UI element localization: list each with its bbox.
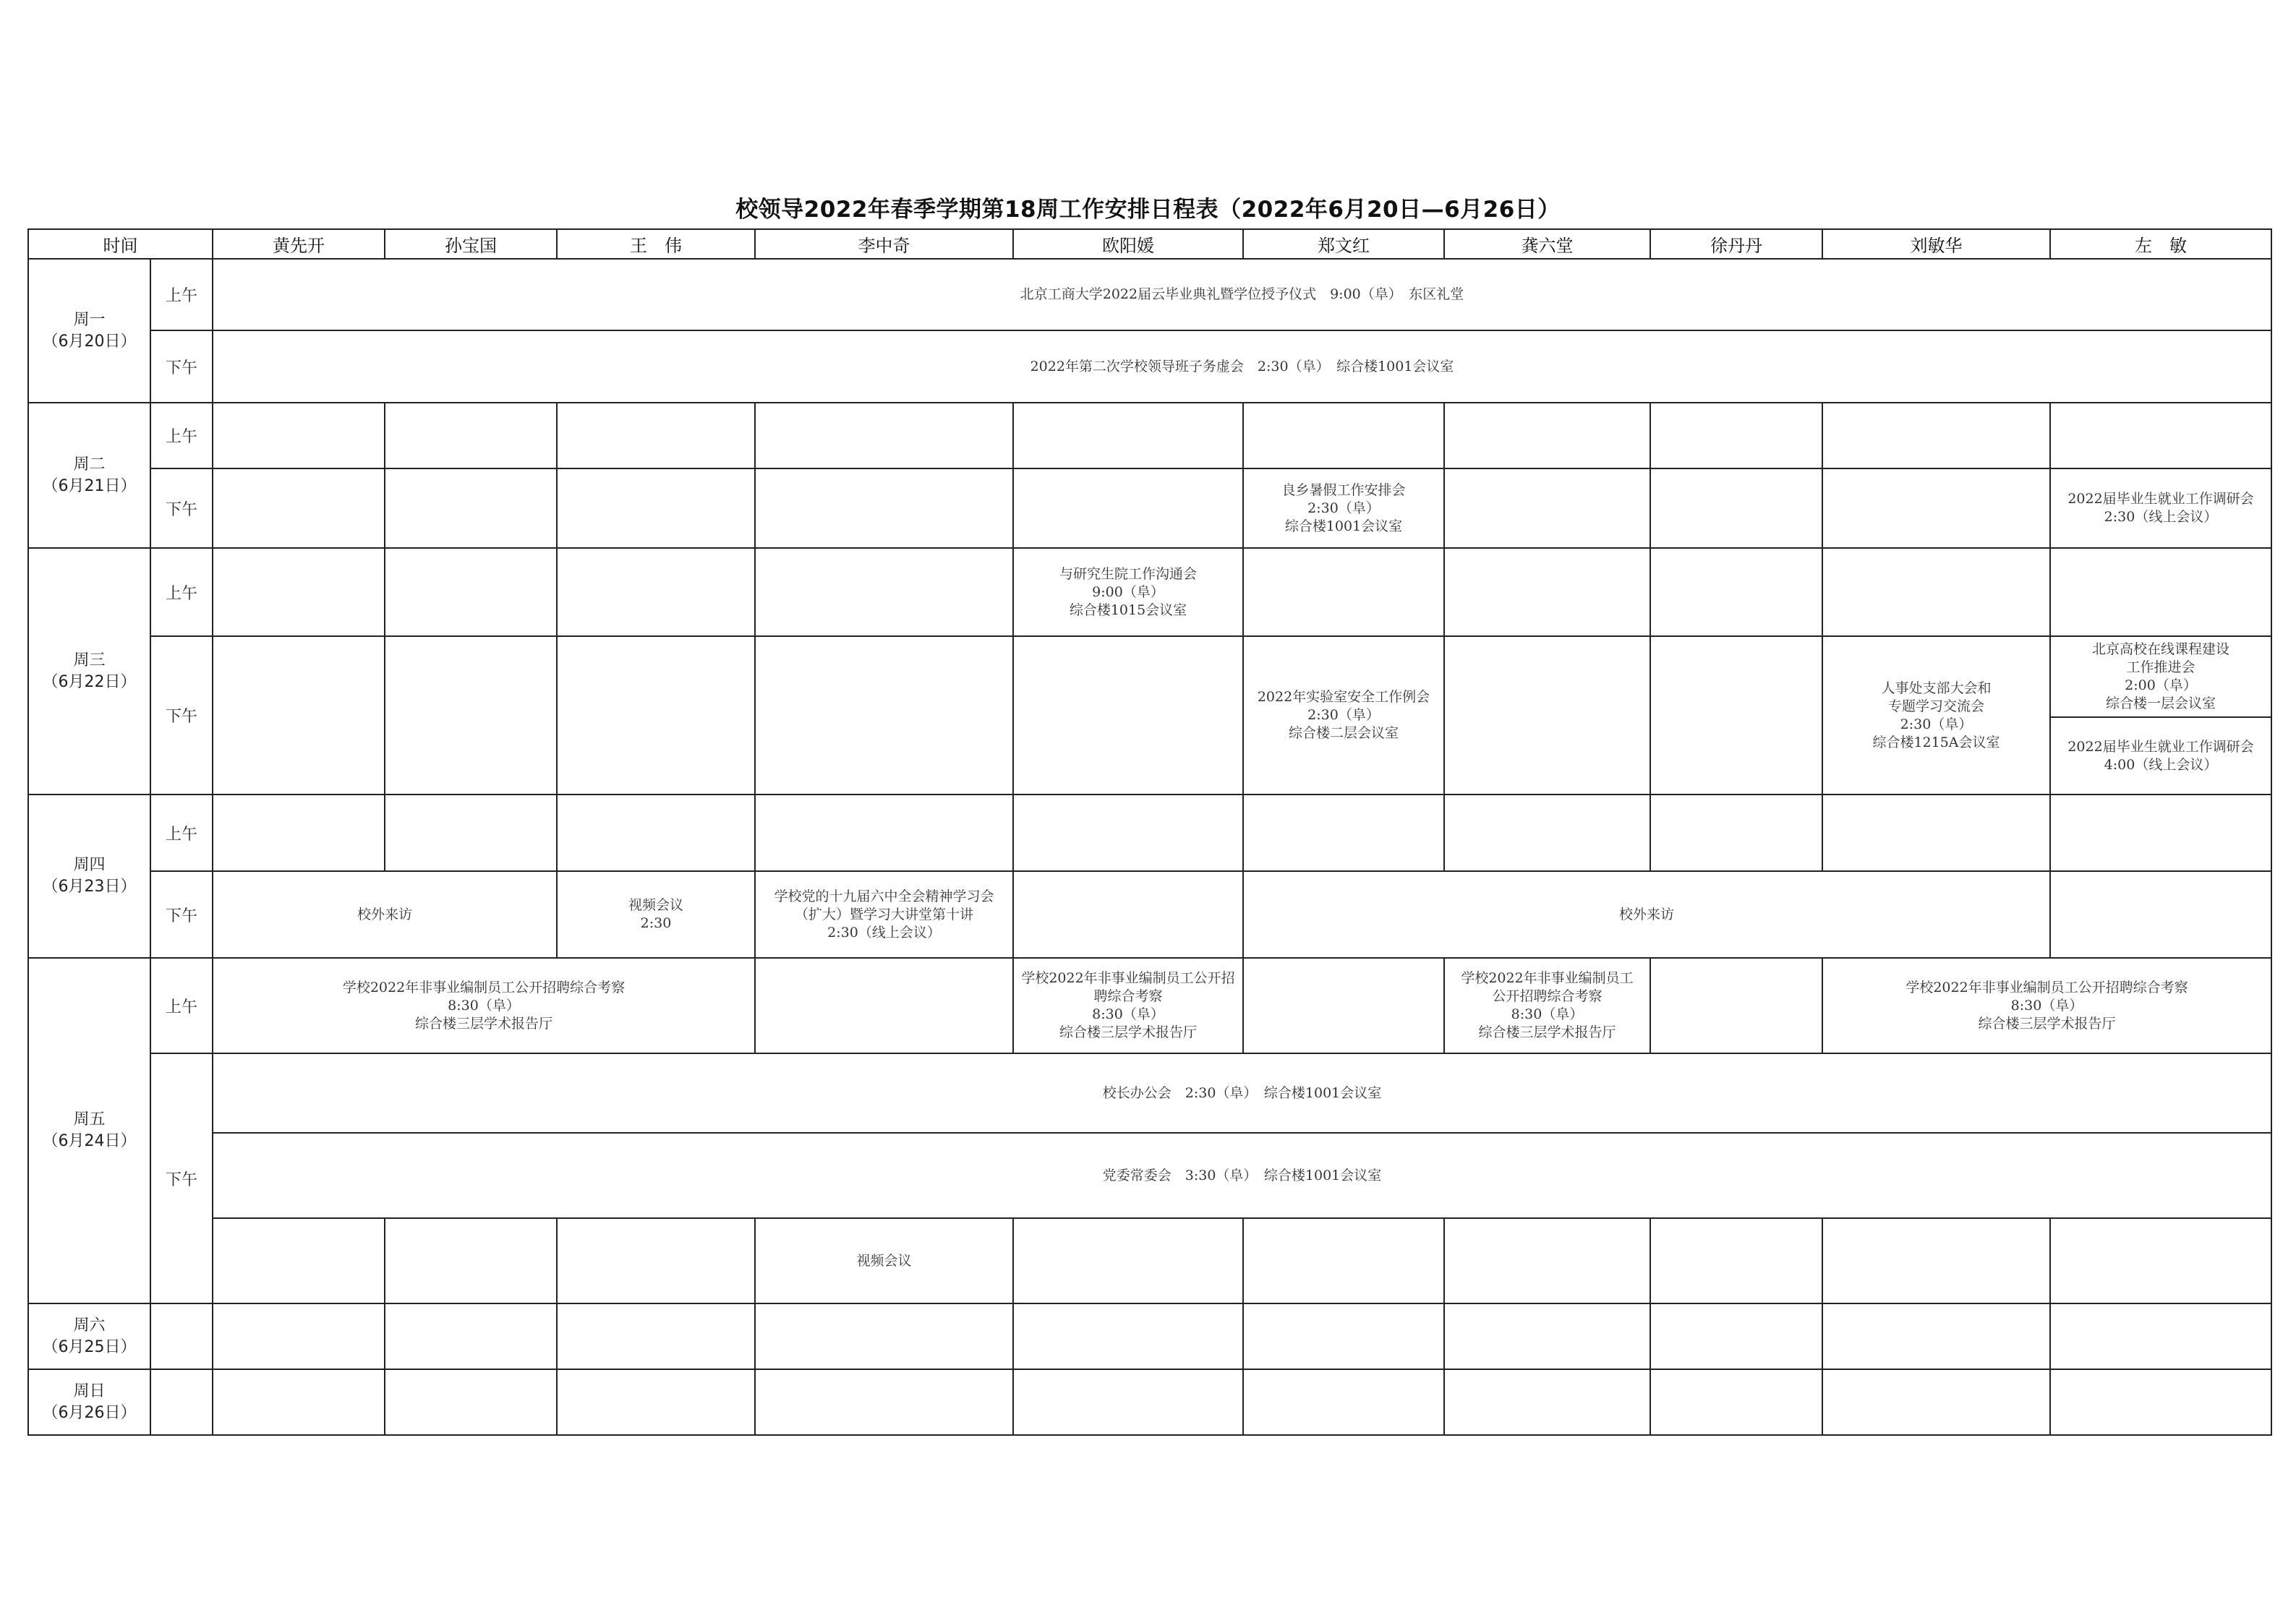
empty-cell <box>385 636 557 795</box>
empty-cell <box>557 636 755 795</box>
table-row <box>28 403 2271 468</box>
empty-cell <box>1013 403 1243 468</box>
table-row <box>28 1369 2271 1435</box>
event-cell: 视频会议 <box>755 1218 1013 1303</box>
event-cell: 学校2022年非事业编制员工公开招聘综合考察 8:30（阜） 综合楼三层学术报告厅 <box>213 958 755 1053</box>
day-label: 周六 （6月25日） <box>28 1303 150 1369</box>
empty-cell <box>1444 636 1650 795</box>
empty-cell <box>557 1369 755 1435</box>
table-row <box>28 958 2271 1053</box>
empty-cell <box>2050 1369 2271 1435</box>
period-pm: 下午 <box>150 468 213 548</box>
empty-cell <box>1444 795 1650 871</box>
empty-cell <box>1650 795 1822 871</box>
event-cell: 2022年第二次学校领导班子务虚会 2:30（阜） 综合楼1001会议室 <box>213 330 2271 403</box>
empty-cell <box>1243 403 1444 468</box>
empty-cell <box>2050 1218 2271 1303</box>
empty-cell <box>755 958 1013 1053</box>
empty-cell <box>2050 871 2271 958</box>
empty-cell <box>755 1369 1013 1435</box>
table-row <box>28 259 2271 330</box>
empty-cell <box>1822 1303 2050 1369</box>
empty-cell <box>755 636 1013 795</box>
table-row <box>28 468 2271 548</box>
empty-cell <box>1822 1369 2050 1435</box>
empty-cell <box>1013 871 1243 958</box>
period-pm: 下午 <box>150 871 213 958</box>
header-row <box>28 229 2271 259</box>
empty-cell <box>213 795 385 871</box>
empty-cell <box>1243 548 1444 636</box>
event-cell: 人事处支部大会和 专题学习交流会 2:30（阜） 综合楼1215A会议室 <box>1822 636 2050 795</box>
table-row <box>28 871 2271 958</box>
header-time: 时间 <box>28 229 213 259</box>
event-cell: 学校2022年非事业编制员工 公开招聘综合考察 8:30（阜） 综合楼三层学术报告厅 <box>1444 958 1650 1053</box>
empty-cell <box>1650 958 1822 1053</box>
empty-cell <box>213 1218 385 1303</box>
table-row <box>28 1053 2271 1133</box>
event-cell: 北京高校在线课程建设 工作推进会 2:00（阜） 综合楼一层会议室 <box>2050 636 2271 717</box>
empty-cell <box>1650 1218 1822 1303</box>
period-am: 上午 <box>150 259 213 330</box>
table-row <box>28 330 2271 403</box>
event-cell: 2022年实验室安全工作例会 2:30（阜） 综合楼二层会议室 <box>1243 636 1444 795</box>
event-cell: 北京工商大学2022届云毕业典礼暨学位授予仪式 9:00（阜） 东区礼堂 <box>213 259 2271 330</box>
day-label: 周五 （6月24日） <box>28 958 150 1303</box>
day-label: 周二 （6月21日） <box>28 403 150 548</box>
period-pm: 下午 <box>150 1053 213 1303</box>
empty-cell <box>755 795 1013 871</box>
header-person: 李中奇 <box>755 229 1013 259</box>
empty-cell <box>213 1369 385 1435</box>
empty-cell <box>150 1369 213 1435</box>
event-cell: 校外来访 <box>213 871 557 958</box>
event-cell: 2022届毕业生就业工作调研会 4:00（线上会议） <box>2050 717 2271 795</box>
period-am: 上午 <box>150 958 213 1053</box>
empty-cell <box>1650 403 1822 468</box>
empty-cell <box>1822 468 2050 548</box>
empty-cell <box>385 1303 557 1369</box>
empty-cell <box>150 1303 213 1369</box>
header-person: 欧阳媛 <box>1013 229 1243 259</box>
empty-cell <box>755 403 1013 468</box>
empty-cell <box>1013 795 1243 871</box>
empty-cell <box>1243 1303 1444 1369</box>
table-row <box>28 548 2271 636</box>
header-person: 刘敏华 <box>1822 229 2050 259</box>
empty-cell <box>755 1303 1013 1369</box>
period-am: 上午 <box>150 403 213 468</box>
empty-cell <box>557 403 755 468</box>
empty-cell <box>1013 468 1243 548</box>
header-person: 郑文红 <box>1243 229 1444 259</box>
empty-cell <box>755 548 1013 636</box>
empty-cell <box>1013 1369 1243 1435</box>
empty-cell <box>1650 1303 1822 1369</box>
day-label: 周四 （6月23日） <box>28 795 150 958</box>
empty-cell <box>1444 1303 1650 1369</box>
empty-cell <box>557 1218 755 1303</box>
empty-cell <box>1243 1218 1444 1303</box>
event-cell: 学校2022年非事业编制员工公开招聘综合考察 8:30（阜） 综合楼三层学术报告厅 <box>1822 958 2271 1053</box>
empty-cell <box>213 548 385 636</box>
event-cell: 学校2022年非事业编制员工公开招 聘综合考察 8:30（阜） 综合楼三层学术报告厅 <box>1013 958 1243 1053</box>
header-person: 孙宝国 <box>385 229 557 259</box>
empty-cell <box>1822 795 2050 871</box>
event-cell: 学校党的十九届六中全会精神学习会 （扩大）暨学习大讲堂第十讲 2:30（线上会议） <box>755 871 1013 958</box>
empty-cell <box>1822 403 2050 468</box>
day-label: 周一 （6月20日） <box>28 259 150 403</box>
header-person: 徐丹丹 <box>1650 229 1822 259</box>
empty-cell <box>1444 403 1650 468</box>
empty-cell <box>385 1218 557 1303</box>
empty-cell <box>1444 1218 1650 1303</box>
event-cell: 2022届毕业生就业工作调研会 2:30（线上会议） <box>2050 468 2271 548</box>
event-cell: 良乡暑假工作安排会 2:30（阜） 综合楼1001会议室 <box>1243 468 1444 548</box>
empty-cell <box>1013 636 1243 795</box>
period-pm: 下午 <box>150 330 213 403</box>
empty-cell <box>1822 1218 2050 1303</box>
empty-cell <box>213 636 385 795</box>
empty-cell <box>2050 548 2271 636</box>
empty-cell <box>2050 403 2271 468</box>
header-person: 王 伟 <box>557 229 755 259</box>
empty-cell <box>1444 548 1650 636</box>
empty-cell <box>557 795 755 871</box>
period-am: 上午 <box>150 548 213 636</box>
schedule-table <box>27 228 2272 1436</box>
empty-cell <box>755 468 1013 548</box>
empty-cell <box>557 1303 755 1369</box>
empty-cell <box>1243 958 1444 1053</box>
table-row <box>28 795 2271 871</box>
empty-cell <box>1650 1369 1822 1435</box>
empty-cell <box>1243 795 1444 871</box>
empty-cell <box>1243 1369 1444 1435</box>
empty-cell <box>1822 548 2050 636</box>
event-cell: 校长办公会 2:30（阜） 综合楼1001会议室 <box>213 1053 2271 1133</box>
empty-cell <box>1444 1369 1650 1435</box>
empty-cell <box>2050 1303 2271 1369</box>
empty-cell <box>213 403 385 468</box>
header-person: 龚六堂 <box>1444 229 1650 259</box>
header-person: 左 敏 <box>2050 229 2271 259</box>
empty-cell <box>557 468 755 548</box>
empty-cell <box>1650 636 1822 795</box>
table-row <box>28 1218 2271 1303</box>
table-row <box>28 1133 2271 1218</box>
empty-cell <box>1013 1303 1243 1369</box>
empty-cell <box>385 548 557 636</box>
empty-cell <box>385 1369 557 1435</box>
event-cell: 视频会议 2:30 <box>557 871 755 958</box>
day-label: 周日 （6月26日） <box>28 1369 150 1435</box>
period-am: 上午 <box>150 795 213 871</box>
empty-cell <box>213 1303 385 1369</box>
empty-cell <box>385 795 557 871</box>
empty-cell <box>1650 548 1822 636</box>
event-cell: 校外来访 <box>1243 871 2050 958</box>
table-row <box>28 1303 2271 1369</box>
period-pm: 下午 <box>150 636 213 795</box>
empty-cell <box>2050 795 2271 871</box>
header-person: 黄先开 <box>213 229 385 259</box>
day-label: 周三 （6月22日） <box>28 548 150 795</box>
event-cell: 党委常委会 3:30（阜） 综合楼1001会议室 <box>213 1133 2271 1218</box>
empty-cell <box>1013 1218 1243 1303</box>
empty-cell <box>385 468 557 548</box>
empty-cell <box>1650 468 1822 548</box>
page-title: 校领导2022年春季学期第18周工作安排日程表（2022年6月20日—6月26日） <box>735 197 1561 223</box>
table-row <box>28 636 2271 717</box>
empty-cell <box>213 468 385 548</box>
empty-cell <box>385 403 557 468</box>
empty-cell <box>1444 468 1650 548</box>
empty-cell <box>557 548 755 636</box>
event-cell: 与研究生院工作沟通会 9:00（阜） 综合楼1015会议室 <box>1013 548 1243 636</box>
